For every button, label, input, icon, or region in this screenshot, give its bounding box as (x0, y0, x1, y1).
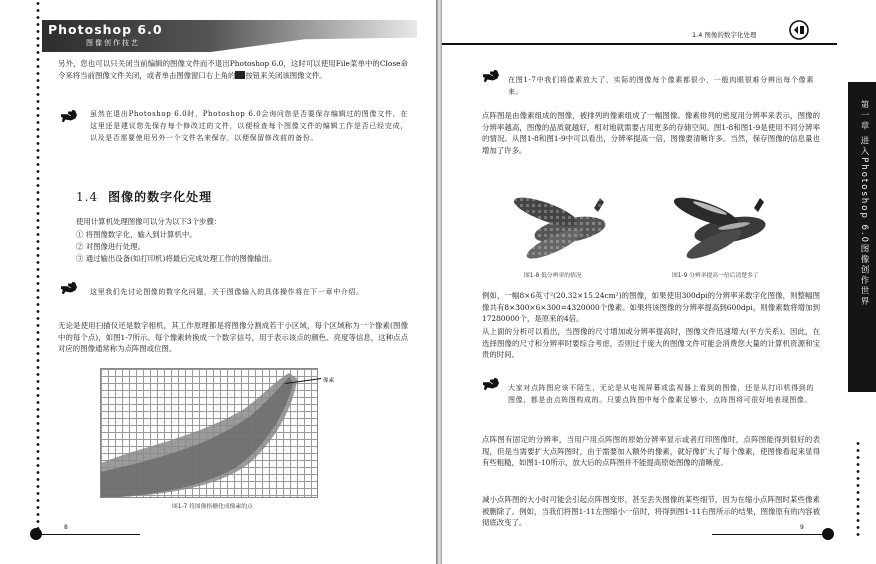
step-item: ② 对图像进行处理。 (76, 242, 145, 251)
steps-intro: 使用计算机处理图像可以分为以下3个步骤： (76, 217, 222, 226)
right-page (442, 0, 876, 564)
intro-paragraph (58, 58, 408, 81)
note-digitization: 这里我们先讨论图像的数字化问题，关于图像输入的具体操作将在下一章中介绍。 (90, 288, 364, 296)
intro-tail-text: 按钮来关闭该图像文件。 (245, 70, 327, 80)
footer-dot (822, 528, 834, 540)
footer-rule (40, 534, 140, 535)
page-number: 9 (800, 524, 804, 531)
chapter-banner (42, 20, 417, 52)
note-save-files: 虽然在退出Photoshop 6.0时，Photoshop 6.0会询问您是否要保存编辑过的图像文件，在这里还是建议您先保存每个修改过的文件，以便检查每个图像文件的编辑工作是否已经完成，以及是否需要使用另外一个文件名来保存，以便保留修改前的备份。 (90, 110, 408, 143)
hand-pointer-icon (482, 68, 500, 84)
banner-title: Photoshop 6.0 (48, 22, 163, 37)
resolution-example-paragraph: 例如，一幅8×6英寸²(20.32×15.24cm²)的图像，如果使用300dpi的分辨率来数字化图像，则整幅图像共有8×300×6×300=4320000个像素。如果将该图像的分辨率提高到600dpi，则像素数将增加到17280000个，是原来的4倍。 (482, 291, 820, 324)
figure-caption-1-7: 图1-7 将图像格栅化成像素的点 (172, 504, 253, 510)
figure-caption-1-8: 图1-8 低分辨率的情况 (524, 273, 582, 279)
chapter-side-tab (848, 82, 876, 392)
hand-pointer-icon (482, 376, 500, 392)
left-page (0, 0, 436, 564)
pixel-paragraph: 无论是使用扫描仪还是数字相机，其工作原理都是将图像分割成若干小区域，每个区域称为一个像素(图像中的每个点)，如图1-7所示。每个像素转换成一个数字信号，用于表示该点的颜色、亮度等信息，这种点点对应的图像通常称为点阵图或位图。 (58, 321, 408, 354)
bitmap-paragraph: 点阵图是由像素组成的图像，被排列的像素组成了一幅图像。像素排列的密度用分辨率来表示，图像的分辨率越高，图像的品质就越好，相对地就需要占用更多的存储空间。图1-8和图1-9是使用不同分辨率的情况。从图1-8和图1-9中可以看出，分辨率提高一倍，图像要清晰许多。当然，保存图像的信息量也增加了许多。 (482, 111, 820, 155)
running-head: 1.4 图像的数字化处理 (692, 31, 757, 39)
header-rule (442, 43, 837, 45)
low-res-photo (490, 168, 618, 264)
step-item: ① 将图像数字化，输入到计算机中。 (76, 230, 197, 239)
scaling-down-paragraph: 减小点阵图的大小时可能会引起点阵图变形，甚至丢失图像的某些细节，因为在缩小点阵图时某些像素被删除了。例如，当我们将图1-11左图缩小一倍时，将得到图1-11右图所示的结果，图像原有的内容被彻底改变了。 (482, 495, 820, 528)
page-edge-dots (856, 440, 860, 540)
hand-pointer-icon (60, 108, 78, 124)
file-size-paragraph: 从上面的分析可以看出，当图像的尺寸增加或分辨率提高时，图像文件迅速增大(平方关系)。因此，在选择图像的尺寸和分辨率时要综合考虑，否则过于庞大的图像文件可能会消费您大量的计算机资源和宝贵的时间。 (482, 327, 820, 360)
banner-subtitle: 图像创作技艺 (86, 39, 140, 47)
note-bitmap-familiar: 大家对点阵图应该不陌生，无论是从电视屏幕或监视器上看到的图像，还是从打印机得到的图像，都是由点阵图构成的。只要点阵图中每个像素足够小，点阵图将可很好地表现图像。 (508, 384, 814, 405)
page-edge-dots (36, 0, 40, 540)
high-res-photo (650, 168, 778, 264)
step-item: ③ 通过输出设备(如打印机)将最后完成处理工作的图像输出。 (76, 254, 277, 263)
close-box-icon (235, 71, 245, 79)
section-title: 图像的数字化处理 (108, 190, 213, 204)
side-tab-text: 第一章 进入Photoshop 6.0图像创作世界 (859, 100, 869, 308)
intro-text: 另外，您也可以只关闭当前编辑的图像文件而不退出Photoshop 6.0，这时可以使用File菜单中的Close命令来将当前图像文件关闭，或者单击图像窗口右上角的 (58, 59, 408, 80)
section-number: 1.4 (76, 190, 99, 204)
scaling-up-paragraph: 点阵图有固定的分辨率，当用户用点阵图的原始分辨率显示或者打印图像时，点阵图能得到很好的表现，但是当需要扩大点阵图时，由于需要加入额外的像素，就好像扩大了每个像素，使图像看起来显得有些粗糙，如图1-10所示，放大后的点阵图并不能提高原始图像的清晰度。 (482, 435, 820, 468)
section-heading (76, 188, 212, 205)
note-pixel-size: 在图1-7中我们将像素放大了，实际的图像每个像素都很小，一般肉眼很难分辨出每个像素来。 (508, 76, 814, 97)
page-number: 8 (64, 524, 68, 531)
chapter-logo-icon (788, 20, 810, 40)
steps-list (76, 229, 406, 265)
figure-caption-1-9: 图1-9 分辨率提高一倍后清楚多了 (672, 273, 759, 279)
callout-label-pixel: 像素 (323, 378, 335, 384)
footer-rule (712, 534, 824, 535)
hand-pointer-icon (60, 280, 78, 296)
